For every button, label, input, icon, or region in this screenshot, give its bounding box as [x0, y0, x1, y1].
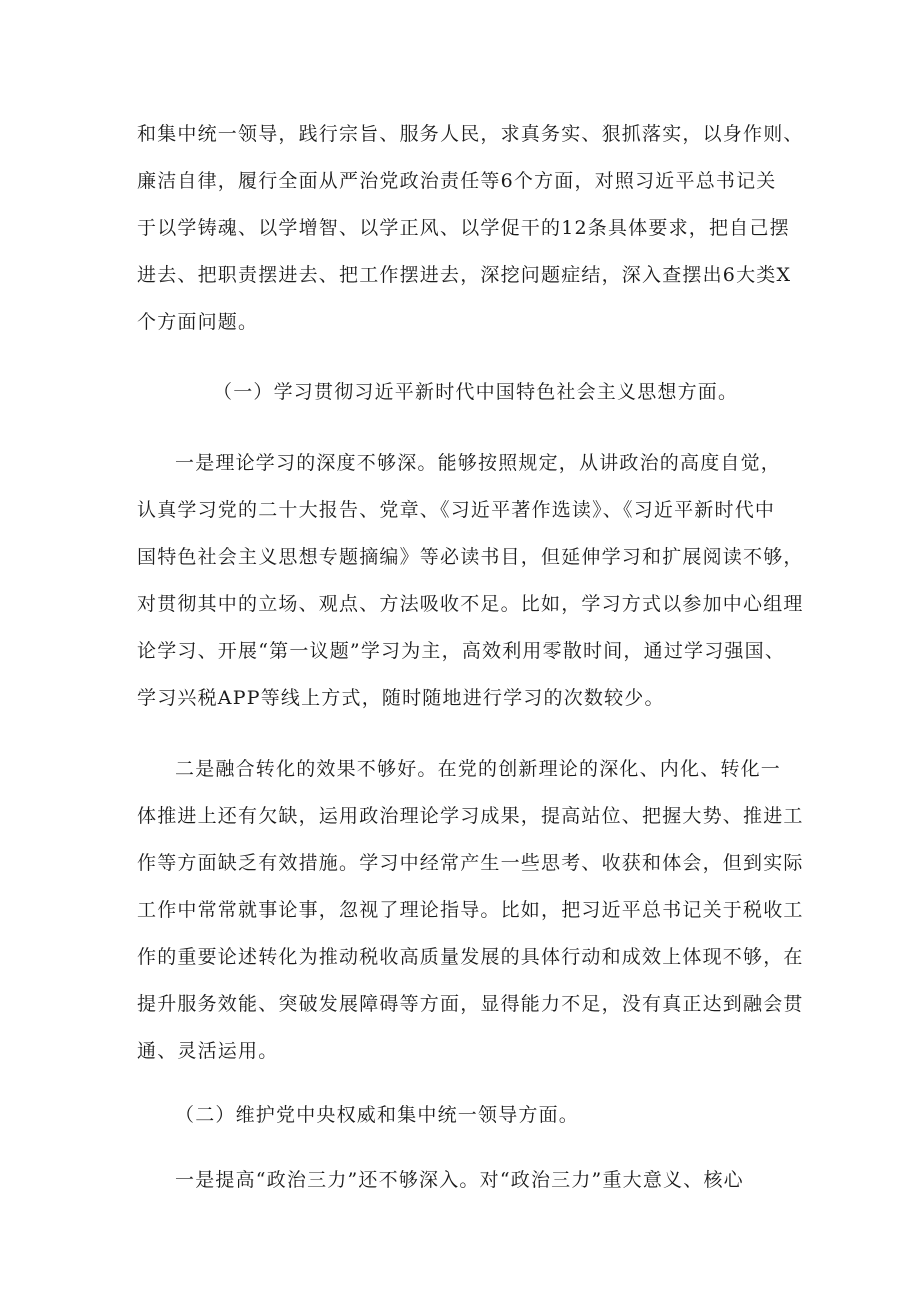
- section1-item2-line-6: 提升服务效能、突破发展障碍等方面，显得能力不足，没有真正达到融会贯: [137, 993, 804, 1015]
- section1-item1-line-4: 对贯彻其中的立场、观点、方法吸收不足。比如，学习方式以参加中心组理: [137, 593, 804, 615]
- section1-item2-line-5: 作的重要论述转化为推动税收高质量发展的具体行动和成效上体现不够，在: [137, 946, 804, 968]
- section1-item1-line-3: 国特色社会主义思想专题摘编》等必读书目，但延伸学习和扩展阅读不够，: [137, 546, 804, 568]
- section2-item1-line-1: 一是提高“政治三力”还不够深入。对“政治三力”重大意义、核心: [175, 1169, 744, 1191]
- intro-line-1: 和集中统一领导，践行宗旨、服务人民，求真务实、狠抓落实，以身作则、: [137, 123, 804, 145]
- section1-item2-line-3: 作等方面缺乏有效措施。学习中经常产生一些思考、收获和体会，但到实际: [137, 852, 804, 874]
- section2-heading: （二）维护党中央权威和集中统一领导方面。: [175, 1104, 580, 1126]
- section1-heading: （一）学习贯彻习近平新时代中国特色社会主义思想方面。: [213, 381, 739, 403]
- section1-item1-line-1: 一是理论学习的深度不够深。能够按照规定，从讲政治的高度自觉，: [175, 452, 782, 474]
- intro-line-2: 廉洁自律，履行全面从严治党政治责任等6个方面，对照习近平总书记关: [137, 170, 777, 192]
- intro-line-5: 个方面问题。: [137, 311, 259, 333]
- section1-item1-line-2: 认真学习党的二十大报告、党章、《习近平著作选读》、《习近平新时代中: [137, 499, 776, 521]
- section1-item2-line-1: 二是融合转化的效果不够好。在党的创新理论的深化、内化、转化一: [175, 758, 782, 780]
- section1-item1-line-6: 学习兴税APP等线上方式，随时随地进行学习的次数较少。: [137, 687, 665, 709]
- intro-line-3: 于以学铸魂、以学增智、以学正风、以学促干的12条具体要求，把自己摆: [137, 217, 790, 239]
- section1-item2-line-7: 通、灵活运用。: [137, 1040, 279, 1062]
- intro-line-4: 进去、把职责摆进去、把工作摆进去，深挖问题症结，深入查摆出6大类X: [137, 264, 792, 286]
- section1-item2-line-2: 体推进上还有欠缺，运用政治理论学习成果，提高站位、把握大势、推进工: [137, 805, 804, 827]
- section1-item2-line-4: 工作中常常就事论事，忽视了理论指导。比如，把习近平总书记关于税收工: [137, 899, 804, 921]
- section1-item1-line-5: 论学习、开展“第一议题”学习为主，高效利用零散时间，通过学习强国、: [137, 640, 786, 662]
